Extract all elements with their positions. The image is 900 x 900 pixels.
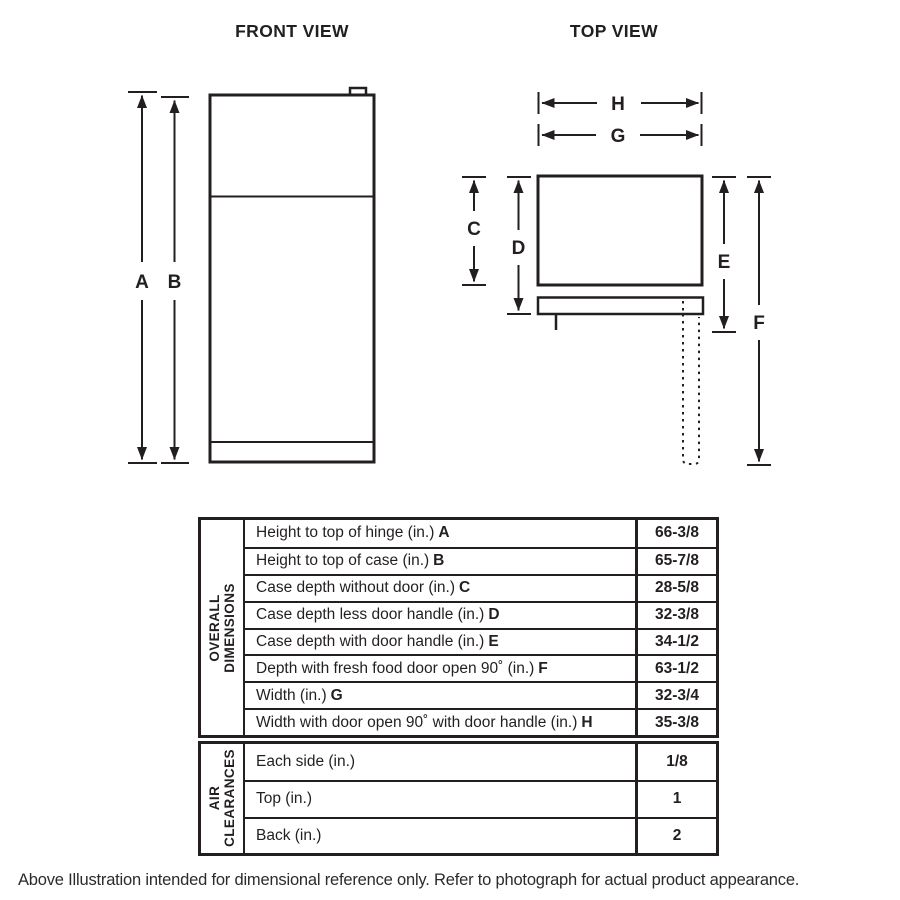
footer-disclaimer: Above Illustration intended for dimensional reference only. Refer to photograph for actual product appearance. bbox=[18, 871, 800, 889]
table-row-label: Case depth without door (in.) C bbox=[243, 574, 635, 601]
top-view-title: TOP VIEW bbox=[569, 21, 659, 41]
table-row-label: Width (in.) G bbox=[243, 681, 635, 708]
table-row-value: 1 bbox=[635, 780, 716, 816]
table-row-label: Back (in.) bbox=[243, 817, 635, 853]
table-row-value: 63-1/2 bbox=[635, 654, 716, 681]
table-row-label: Height to top of hinge (in.) A bbox=[243, 520, 635, 547]
dim-label-f: F bbox=[753, 313, 765, 334]
table-row-value: 32-3/4 bbox=[635, 681, 716, 708]
table-row-label: Height to top of case (in.) B bbox=[243, 547, 635, 574]
header-line: AIR bbox=[207, 786, 222, 811]
front-view-title: FRONT VIEW bbox=[235, 21, 349, 41]
dim-label-e: E bbox=[717, 252, 731, 273]
dim-label-g: G bbox=[610, 126, 626, 147]
overall-dimensions-header bbox=[201, 520, 243, 735]
header-line: OVERALL bbox=[207, 593, 222, 662]
top-view-drawing bbox=[538, 176, 703, 464]
table-row-value: 35-3/8 bbox=[635, 708, 716, 735]
table-row-value: 34-1/2 bbox=[635, 628, 716, 655]
door-outline bbox=[538, 298, 703, 315]
open-door-dashed-outline bbox=[683, 300, 699, 464]
table-row-label: Case depth with door handle (in.) E bbox=[243, 628, 635, 655]
dim-label-a: A bbox=[135, 272, 149, 293]
table-row-value: 32-3/8 bbox=[635, 601, 716, 628]
table-row-label: Case depth less door handle (in.) D bbox=[243, 601, 635, 628]
fridge-outline bbox=[210, 95, 374, 462]
header-line: CLEARANCES bbox=[222, 749, 237, 848]
dim-label-b: B bbox=[167, 272, 182, 293]
header-line: DIMENSIONS bbox=[222, 582, 237, 673]
table-row-value: 65-7/8 bbox=[635, 547, 716, 574]
table-row-label: Width with door open 90˚ with door handle (in.) H bbox=[243, 708, 635, 735]
table-row-label: Each side (in.) bbox=[243, 744, 635, 780]
table-row-value: 28-5/8 bbox=[635, 574, 716, 601]
table-row-value: 66-3/8 bbox=[635, 520, 716, 547]
case-outline bbox=[538, 176, 702, 285]
table-row-label: Top (in.) bbox=[243, 780, 635, 816]
table-row-value: 1/8 bbox=[635, 744, 716, 780]
dim-label-h: H bbox=[611, 94, 625, 115]
air-clearances-header bbox=[201, 744, 243, 853]
table-row-value: 2 bbox=[635, 817, 716, 853]
air-clearances-table bbox=[198, 741, 719, 856]
dim-label-c: C bbox=[467, 219, 481, 240]
dim-label-d: D bbox=[511, 238, 526, 259]
overall-dimensions-table bbox=[198, 517, 719, 738]
front-view-drawing bbox=[210, 88, 374, 462]
table-row-label: Depth with fresh food door open 90˚ (in.) F bbox=[243, 654, 635, 681]
